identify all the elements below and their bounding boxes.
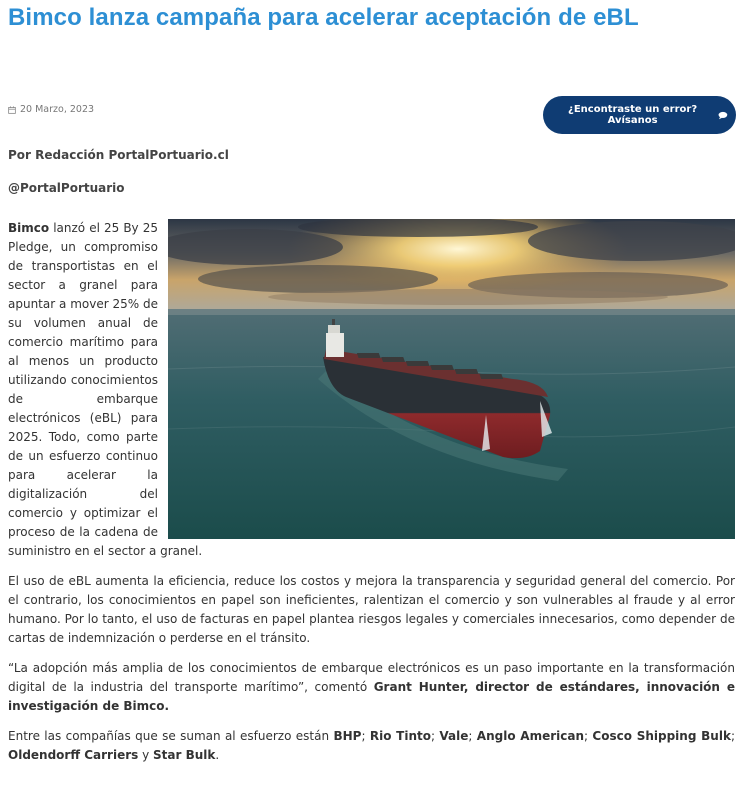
- article-title: Bimco lanza campaña para acelerar aceptación de eBL: [8, 4, 639, 31]
- publish-date-text: 20 Marzo, 2023: [20, 104, 95, 115]
- company-anglo-american: Anglo American: [476, 729, 585, 743]
- article-body: [8, 219, 735, 776]
- paragraph-2: El uso de eBL aumenta la eficiencia, reduce los costos y mejora la transparencia y seguridad general del comercio. Por el contrario, los conocimientos en papel son ineficientes, ralentizan el comercio y son vulnerables al fraude y al error humano. Por lo tanto, el uso de facturas en papel plantea riesgos legales y comerciales innecesarios, como depender de cartas de indemnización o perderse en el tránsito.: [8, 574, 735, 645]
- quote-speaker: Grant Hunter, director de estándares, innovación e investigación de Bimco.: [8, 680, 735, 713]
- company-vale: Vale: [439, 729, 469, 743]
- publish-date: [8, 104, 94, 115]
- company-bhp: BHP: [333, 729, 362, 743]
- sep-1: ;: [361, 729, 370, 743]
- company-cosco: Cosco Shipping Bulk: [592, 729, 731, 743]
- paragraph-4: [8, 727, 735, 765]
- twitter-handle: @PortalPortuario: [8, 181, 125, 195]
- company-rio-tinto: Rio Tinto: [369, 729, 431, 743]
- end-period: .: [215, 748, 220, 762]
- quote-text: “La adopción más amplia de los conocimientos de embarque electrónicos es un paso importante en la transformación digital de la industria del transporte marítimo”, comentó: [8, 661, 735, 694]
- and-word: y: [138, 748, 154, 762]
- sep-3: ;: [468, 729, 477, 743]
- company-oldendorff: Oldendorff Carriers: [8, 748, 139, 762]
- sep-4: ;: [584, 729, 593, 743]
- companies-intro: Entre las compañías que se suman al esfuerzo están: [8, 729, 334, 743]
- paragraph-1-text: lanzó el 25 By 25 Pledge, un compromiso de transportistas en el sector a granel para apuntar a mover 25% de su volumen anual de comercio marítimo para al menos un producto utilizando conocimientos de embarque electrónicos (eBL) para 2025. Todo, como parte de un esfuerzo continuo para acelerar la digitalización del comercio y optimizar el proceso de la cadena de suministro en el sector a granel.: [8, 221, 203, 558]
- paragraph-3: [8, 659, 735, 716]
- author-byline: Por Redacción PortalPortuario.cl: [8, 148, 229, 162]
- report-error-label: ¿Encontraste un error? Avísanos: [568, 104, 698, 126]
- sep-5: ;: [730, 729, 735, 743]
- report-error-button[interactable]: [543, 96, 736, 134]
- bulk-carrier-ship-photo: [168, 219, 735, 539]
- company-star-bulk: Star Bulk: [153, 748, 216, 762]
- lead-bimco: Bimco: [8, 221, 50, 235]
- sep-2: ;: [431, 729, 440, 743]
- comment-bubble-icon: [718, 111, 728, 120]
- calendar-icon: [8, 106, 16, 114]
